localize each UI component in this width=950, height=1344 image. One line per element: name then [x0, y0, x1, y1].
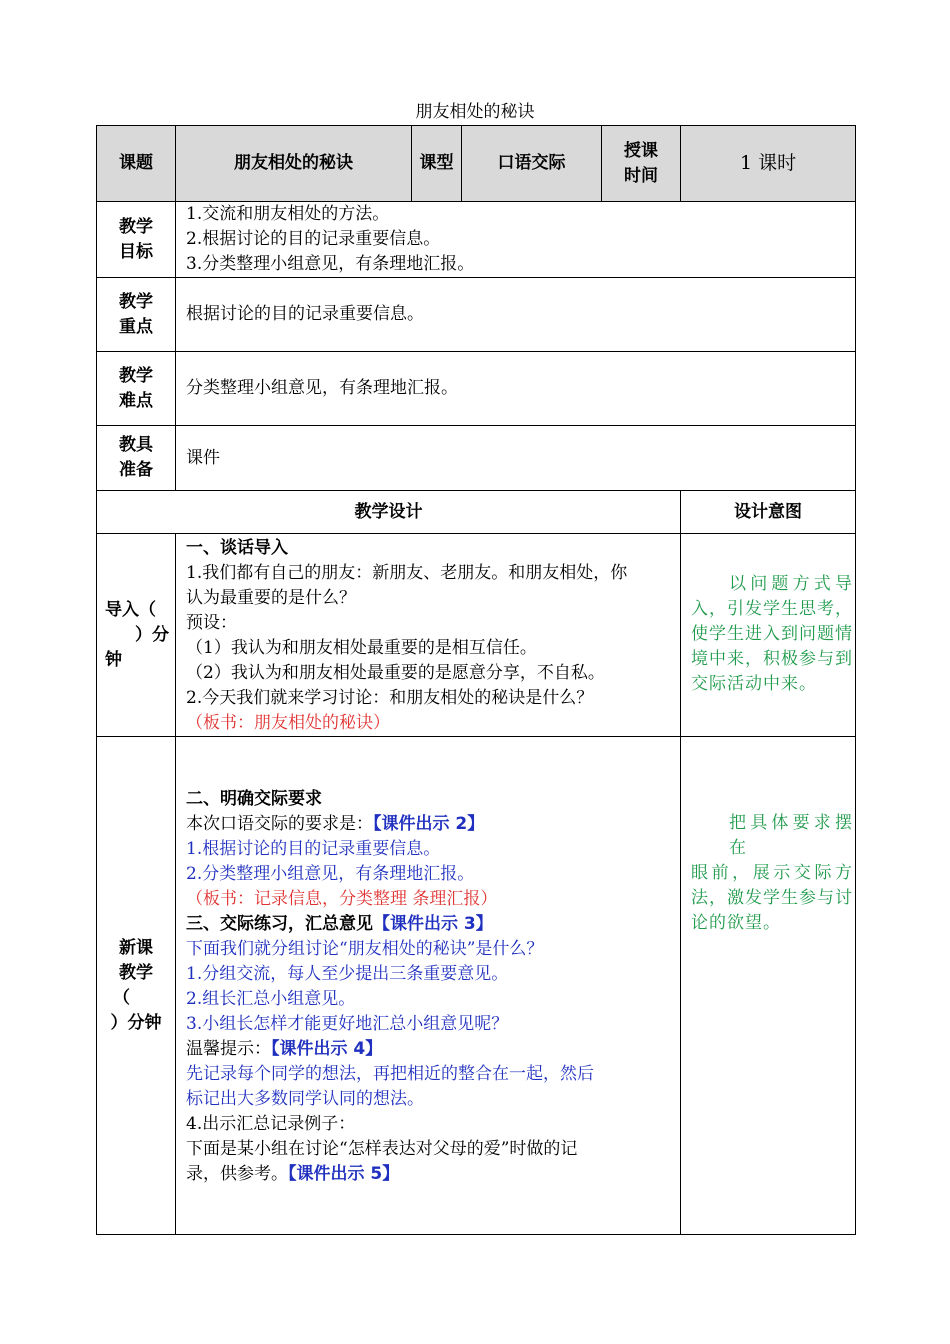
- type-value: 口语交际: [462, 126, 602, 202]
- newlesson-label: 新课 教学 （ ）分钟: [97, 737, 176, 1235]
- topic-label: 课题: [97, 126, 176, 202]
- time-label: 授课 时间: [602, 126, 681, 202]
- type-label: 课型: [412, 126, 462, 202]
- design-header-row: [97, 491, 856, 534]
- topic-value: 朋友相处的秘诀: [176, 126, 412, 202]
- courseware-tag: 【课件出示 2】: [373, 814, 485, 834]
- board-note-2: （板书：记录信息，分类整理 条理汇报）: [186, 889, 498, 909]
- keypoints-label: 教学 重点: [97, 278, 176, 352]
- goal-item: 2.根据讨论的目的记录重要信息。: [186, 229, 441, 249]
- courseware-tag: 【课件出示 5】: [288, 1164, 400, 1184]
- design-header-right: 设计意图: [681, 491, 856, 534]
- courseware-tag: 【课件出示 4】: [271, 1039, 383, 1059]
- goal-item: 1.交流和朋友相处的方法。: [186, 204, 390, 224]
- difficulties-row: [97, 352, 856, 426]
- goals-content: [176, 202, 856, 278]
- header-row: [97, 126, 856, 202]
- intro-heading: 一、谈话导入: [186, 538, 288, 558]
- tools-content: 课件: [176, 426, 856, 491]
- tools-row: [97, 426, 856, 491]
- goals-row: [97, 202, 856, 278]
- document-title: 朋友相处的秘诀: [415, 102, 535, 122]
- keypoints-row: [97, 278, 856, 352]
- intro-board-note: （板书：朋友相处的秘诀）: [186, 713, 390, 733]
- goal-item: 3.分类整理小组意见，有条理地汇报。: [186, 254, 475, 274]
- goals-label: 教学 目标: [97, 202, 176, 278]
- newlesson-content: 二、明确交际要求 本次口语交际的要求是：【课件出示 2】 1.根据讨论的目的记录重要信息。 2.分类整理小组意见，有条理地汇报。 （板书：记录信息，分类整理 条理汇报） 三、交际练习，汇总意见【课件出示 3】 下面我们就分组讨论“朋友相处的秘诀”是什么？ 1.分组交流，每人至少提出三条重要意见。 2.组长汇总小组意见。 3.小组长怎样才能更好地汇总小组意见呢？ 温馨提示：【课件出示 4】 先记录每个同学的想法，再把相近的整合在一起，然后 标记出大多数同学认同的想法。 4.出示汇总记录例子： 下面是某小组在讨论“怎样表达对父母的爱”时做的记 录，供参考。【课件出示 5】: [176, 737, 681, 1235]
- intro-label: 导入（ ）分 钟: [97, 534, 176, 737]
- design-header-left: 教学设计: [97, 491, 681, 534]
- lesson-plan-table: [96, 125, 856, 1235]
- keypoints-content: 根据讨论的目的记录重要信息。: [176, 278, 856, 352]
- intro-content: 一、谈话导入 1.我们都有自己的朋友：新朋友、老朋友。和朋友相处，你 认为最重要的是什么？ 预设： （1）我认为和朋友相处最重要的是相互信任。 （2）我认为和朋友相处最重要的是愿意分享，不自私。 2.今天我们就来学习讨论：和朋友相处的秘诀是什么？ （板书：朋友相处的秘诀）: [176, 534, 681, 737]
- courseware-tag: 【课件出示 3】: [373, 914, 493, 934]
- tools-label: 教具 准备: [97, 426, 176, 491]
- difficulties-label: 教学 难点: [97, 352, 176, 426]
- section2-heading: 二、明确交际要求: [186, 789, 322, 809]
- newlesson-intent: 把具体要求摆在 眼前，展示交际方 法，激发学生参与讨 论的欲望。: [681, 737, 856, 1235]
- newlesson-row: [97, 737, 856, 1235]
- intro-row: [97, 534, 856, 737]
- difficulties-content: 分类整理小组意见，有条理地汇报。: [176, 352, 856, 426]
- section3-heading: 三、交际练习，汇总意见: [186, 914, 373, 934]
- intro-intent: 以问题方式导 入，引发学生思考， 使学生进入到问题情 境中来，积极参与到 交际活动中来。: [681, 534, 856, 737]
- time-value: 1 课时: [681, 126, 856, 202]
